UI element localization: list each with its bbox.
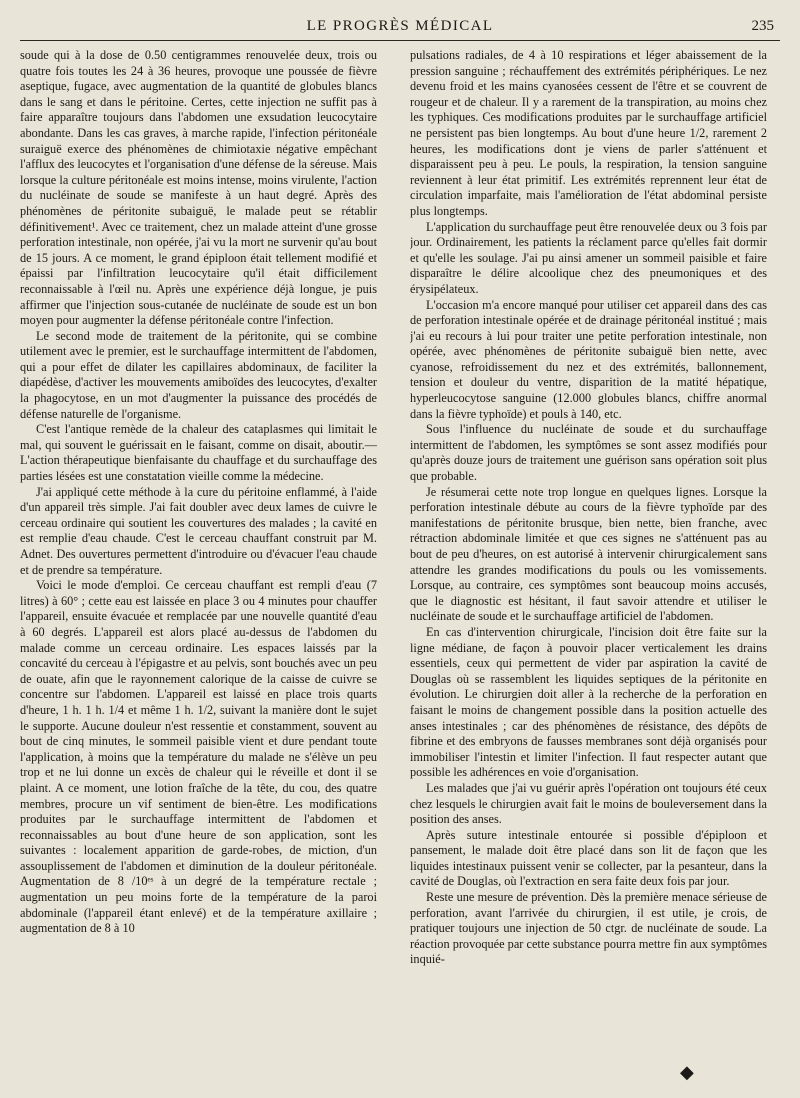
paragraph: En cas d'intervention chirurgicale, l'incision doit être faite sur la ligne médiane, de façon à pouvoir placer verticalement les drains essentiels, ceux qui permettent de vider par aspiration la cavité de Douglas où se rassemblent les liquides septiques de la péritonite en évolution. Le chirurgien doit aller à la recherche de la perforation en faisant le moins de changement possible dans la position actuelle des anses intestinales ; car des phénomènes de résistance, des dépôts de fibrine et des embryons de fausses membranes sont déjà organisés pour immobiliser l'intestin et limiter l'infection. Il faut respecter autant que possible les adhérences en voie d'organisation. [410, 624, 767, 780]
paragraph: Sous l'influence du nucléinate de soude et du surchauffage intermittent de l'abdomen, les symptômes se sont assez modifiés pour qu'après douze jours de traitement une guérison sans opération soit plus que probable. [410, 422, 767, 484]
paragraph: J'ai appliqué cette méthode à la cure du péritoine enflammé, à l'aide d'un appareil très simple. J'ai fait doubler avec deux lames de cuivre le cerceau ordinaire qui soutient les couvertures des malades ; la cavité en est remplie d'eau chaude. C'est le cerceau chauffant construit par M. Adnet. Des ouvertures permettent d'introduire ou d'évacuer l'eau chaude et de prendre sa température. [20, 484, 377, 577]
paragraph: pulsations radiales, de 4 à 10 respirations et léger abaissement de la pression sanguine ; réchauffement des extrémités périphériques. Le nez devenu froid et les mains cyanosées cessent de l'être et se couvrent de rougeur et de chaleur. Il y a rarement de la transpiration, au moins chez les typhiques. Ces modifications produites par le surchauffage artificiel ne persistent pas bien longtemps. Au bout d'une heure 1/2, rarement 2 heures, les modifications dont je viens de parler s'atténuent et disparaissent peu à peu. Le pouls, la respiration, la tension sanguine reviennent à leur état primitif. Les extrémités reprennent leur état de circulation imparfaite, mais l'amélioration de l'état abdominal persiste plus longtemps. [410, 48, 767, 218]
paragraph: L'occasion m'a encore manqué pour utiliser cet appareil dans des cas de perforation intestinale opérée et de drainage péritonéal institué ; mais j'ai eu recours à lui pour traiter une petite perforation intestinale, non opérée, avec phénomènes de péritonite subaiguë bien nette, avec cyanose, refroidissement du nez et des extrémités, ballonnement, tension et douleur du ventre, disparition de la matité hépatique, hyperleucocytose sanguine (12.000 globules blancs, chiffre anormal dans la fièvre typhoïde) et pouls à 140, etc. [410, 297, 767, 421]
paragraph: Après suture intestinale entourée si possible d'épiploon et pansement, le malade doit être placé dans son lit de façon que les liquides intestinaux puissent venir se collecter, par la pesanteur, dans la cavité de Douglas, où l'extraction en sera faite deux fois par jour. [410, 827, 767, 889]
paragraph: Les malades que j'ai vu guérir après l'opération ont toujours été ceux chez lesquels le chirurgien avait fait le moins de bouleversement dans la position des anses. [410, 780, 767, 827]
paragraph: soude qui à la dose de 0.50 centigrammes renouvelée deux, trois ou quatre fois toutes les 24 à 36 heures, provoque une poussée de fièvre aseptique, fugace, avec augmentation de la quantité de globules blancs dans le sang et dans le péritoine. Certes, cette injection ne suffit pas à faire apparaître toujours dans l'abdomen une exsudation leucocytaire abondante. Dans les cas graves, à marche rapide, l'infection péritonéale suraiguë exerce des phénomènes de chimiotaxie négative empêchant l'afflux des leucocytes et l'organisation d'une défense de la séreuse. Mais lorsque la culture péritonéale est moins intense, moins virulente, l'action du nucléinate de soude se manifeste à un haut degré. Après des phénomènes de péritonite subaiguë, le malade peut se rétablir définitivement¹. Avec ce traitement, chez un malade atteint d'une grosse perforation intestinale, non opérée, j'ai vu la mort ne survenir qu'au bout de 15 jours. A ce moment, le grand épiploon était tellement modifié et épaissi par l'infiltration leucocytaire qu'il était difficilement reconnaissable à l'œil nu. Après une expérience déjà longue, je puis affirmer que l'injection sous-cutanée de nucléinate de soude est un bon moyen pour augmenter la défense péritonéale contre l'infection. [20, 48, 377, 328]
paragraph: L'application du surchauffage peut être renouvelée deux ou 3 fois par jour. Ordinairement, les patients la réclament parce qu'elles fait dormir et qu'elle les soulage. J'ai pu ainsi amener un sommeil paisible et faire disparaître le délire alcoolique chez des pneumoniques et des érysipélateux. [410, 219, 767, 296]
running-title: LE PROGRÈS MÉDICAL [306, 18, 494, 34]
paragraph: Voici le mode d'emploi. Ce cerceau chauffant est rempli d'eau (7 litres) à 60° ; cette eau est laissée en place 3 ou 4 minutes pour chauffer l'appareil, ensuite évacuée et remplacée par une nouvelle quantité d'eau à 60 degrés. L'appareil est alors placé au-dessus de l'abdomen du malade comme un cerceau ordinaire. Les espaces laissés par la concavité du cerceau à l'épigastre et au pelvis, sont bouchés avec un peu de ouate, afin que le rayonnement calorique de la caisse de cuivre se concentre sur l'abdomen. L'appareil est laissé en place trois quarts d'heure, 1 h. 1 h. 1/4 et même 1 h. 1/2, suivant la manière dont le sujet le supporte. Aucune douleur n'est ressentie et constamment, souvent au bout de cinq minutes, le sommeil paisible vient et dure pendant toute l'application, à moins que la température du malade ne s'élève un peu trop et ne lui donne un excès de chaleur qui le réveille et dont il se plaint. A ce moment, une lotion fraîche de la tête, du cou, des quatre membres, procure un vif sentiment de bien-être. Les modifications produites par le surchauffage intermittent de l'abdomen et reconnaissables au bout d'une heure de son application, sont les suivantes : localement apparition de garde-robes, de miction, d'un assouplissement de l'abdomen et diminution de la douleur péritonéale. Augmentation de 8 /10ᵉˢ à un degré de la température rectale ; augmentation un peu moins forte de la température de la paroi abdominale (l'appareil étant enlevé) et de la température axillaire ; augmentation de 8 à 10 [20, 578, 377, 936]
page-header [20, 14, 780, 41]
paragraph: Le second mode de traitement de la péritonite, qui se combine utilement avec le premier, est le surchauffage intermittent de l'abdomen, qui a pour effet de dilater les capillaires abdominaux, de faciliter la diapédèse, d'activer les mouvements amiboïdes des leucocytes, d'exalter la phagocytose, en un mot d'augmenter la puissance des procédés de défense naturelle de l'organisme. [20, 328, 377, 421]
paragraph: Je résumerai cette note trop longue en quelques lignes. Lorsque la perforation intestinale débute au cours de la fièvre typhoïde par des manifestations de péritonite brusque, bien nette, bien franche, avec rétraction abdominale limitée et que ces signes ne s'atténuent pas au bout de peu d'heures, on est autorisé à intervenir chirurgicalement sans attendre les grandes modifications du pouls ou les vomissements. Lorsque, au contraire, ces symptômes sont beaucoup moins accusés, que le diagnostic est hésitant, il faut savoir attendre et utiliser le nucléinate de soude et le surchauffage artificiel de l'abdomen. [410, 484, 767, 624]
left-column [20, 48, 377, 1068]
page-number: 235 [751, 18, 774, 34]
paragraph: C'est l'antique remède de la chaleur des cataplasmes qui limitait le mal, qui souvent le guérissait en le faisant, comme on disait, aboutir.— L'action thérapeutique bienfaisante du chauffage et du surchauffage des parties lésées est une constatation vieille comme la médecine. [20, 422, 377, 484]
paragraph: Reste une mesure de prévention. Dès la première menace sérieuse de perforation, avant l'arrivée du chirurgien, il est utile, je crois, de pratiquer toujours une injection de 50 ctgr. de nucléinate de soude. La réaction provoquée par cette substance pourra mettre fin aux symptômes inquié- [410, 890, 767, 967]
fleuron-ornament: ◆ [680, 1062, 694, 1082]
right-column [410, 48, 767, 1068]
